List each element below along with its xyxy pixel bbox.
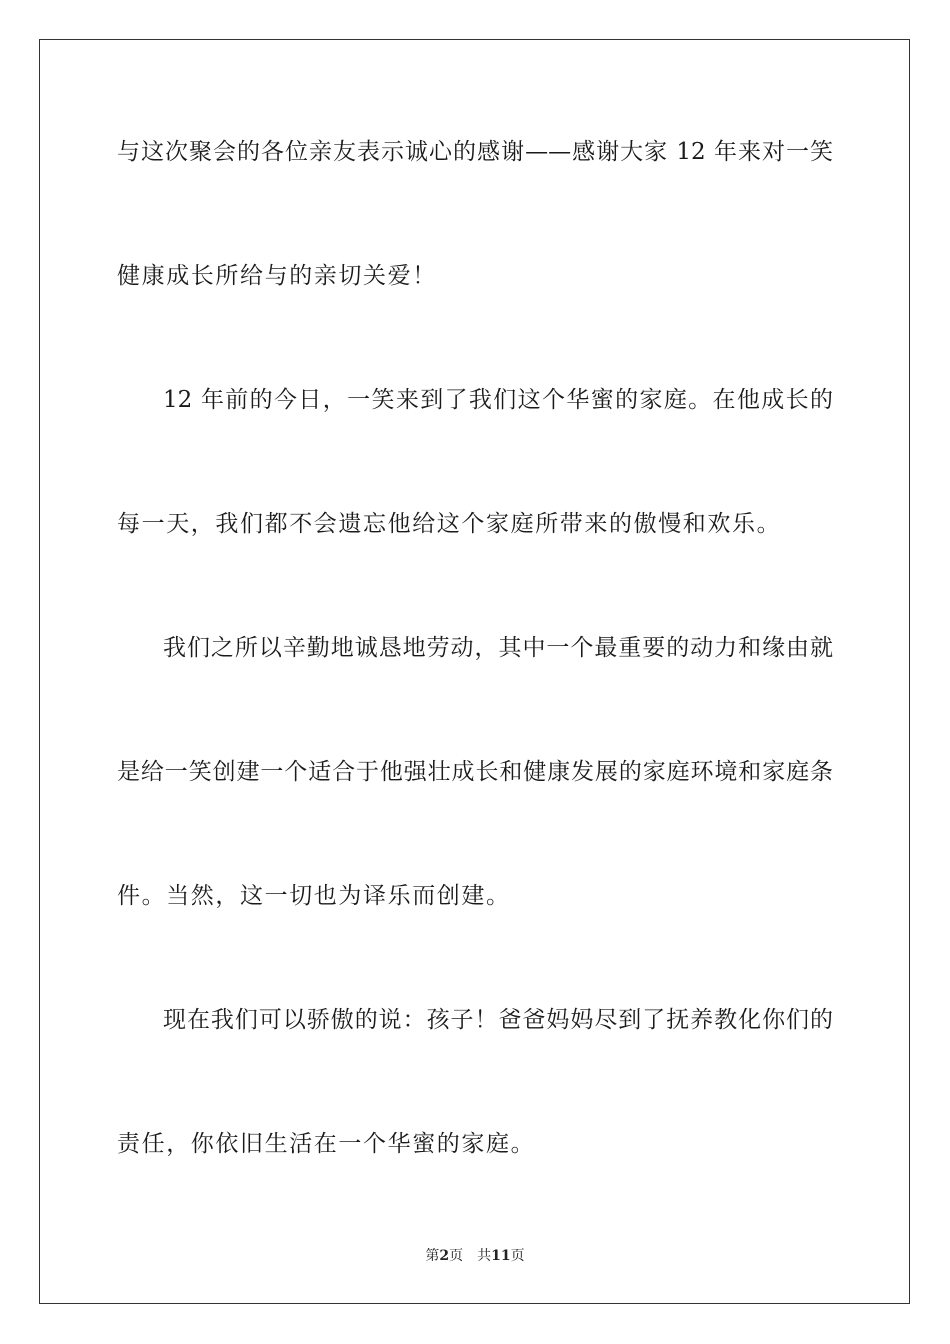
footer-total-suffix: 页 xyxy=(510,1248,525,1264)
body-line-6: 是给一笑创建一个适合于他强壮成长和健康发展的家庭环境和家庭条 xyxy=(117,759,833,785)
page-border xyxy=(39,39,910,1304)
footer-total-prefix: 共 xyxy=(477,1248,492,1264)
body-line-8: 现在我们可以骄傲的说：孩子！爸爸妈妈尽到了抚养教化你们的 xyxy=(163,1007,833,1033)
page-footer xyxy=(0,1247,950,1265)
body-line-3: 12 年前的今日，一笑来到了我们这个华蜜的家庭。在他成长的 xyxy=(163,387,833,413)
body-line-2: 健康成长所给与的亲切关爱！ xyxy=(117,263,437,289)
footer-total-number: 11 xyxy=(491,1248,511,1264)
footer-page-suffix: 页 xyxy=(449,1248,464,1264)
body-line-9: 责任，你依旧生活在一个华蜜的家庭。 xyxy=(117,1131,536,1157)
footer-page-prefix: 第 xyxy=(425,1248,440,1264)
body-line-7: 件。当然，这一切也为译乐而创建。 xyxy=(117,883,511,909)
body-line-5: 我们之所以辛勤地诚恳地劳动，其中一个最重要的动力和缘由就 xyxy=(163,635,833,661)
body-line-1: 与这次聚会的各位亲友表示诚心的感谢——感谢大家 12 年来对一笑 xyxy=(117,139,833,165)
footer-page-number: 2 xyxy=(439,1248,450,1264)
body-line-4: 每一天，我们都不会遗忘他给这个家庭所带来的傲慢和欢乐。 xyxy=(117,511,782,537)
